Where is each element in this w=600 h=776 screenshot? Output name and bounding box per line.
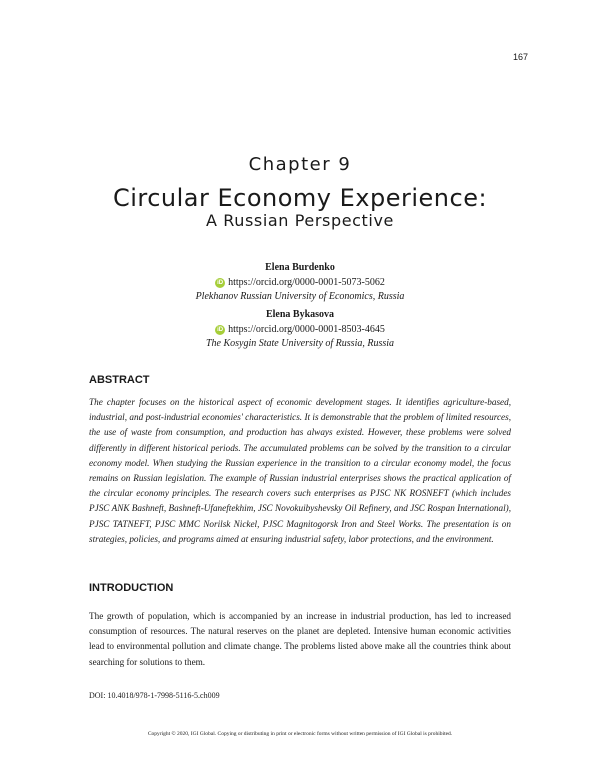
author-orcid[interactable] [215,276,385,290]
orcid-link[interactable]: https://orcid.org/0000-0001-8503-4645 [228,324,385,335]
copyright-notice: Copyright © 2020, IGI Global. Copying or distributing in print or electronic forms without written permission of IGI Global is prohibited. [147,731,453,737]
author-affiliation: The Kosygin State University of Russia, Russia [205,338,395,349]
author-block-2 [0,308,600,351]
page-number: 167 [512,52,528,62]
chapter-label: Chapter 9 [248,154,352,175]
doi: DOI: 10.4018/978-1-7998-5116-5.ch009 [89,691,220,700]
author-name: Elena Bykasova [265,309,335,320]
author-affiliation: Plekhanov Russian University of Economics, Russia [195,291,405,302]
abstract-text: The chapter focuses on the historical aspect of economic development stages. It identifies agriculture-based, industrial, and post-industrial economies' characteristics. It is demonstrable that the problem of limited resources, the use of waste from consumption, and production has always existed. However, these problems were solved differently in different historical periods. The accumulated problems can be solved by the transition to a circular economy model. When studying the Russian experience in the transition to a circular economy model, the focus remains on Russian legislation. The example of Russian industrial enterprises shows the practical application of the circular economy principles. The research covers such enterprises as PJSC NK ROSNEFT (which includes PJSC ANK Bashneft, Bashneft-Ufaneftekhim, JSC Novokuibyshevsky Oil Refinery, and JSC Rospan International), PJSC TATNEFT, PJSC MMC Norilsk Nickel, PJSC Magnitogorsk Iron and Steel Works. The presentation is on strategies, policies, and programs aimed at ensuring industrial safety, labor protections, and the environment. [89,397,511,544]
orcid-link[interactable]: https://orcid.org/0000-0001-5073-5062 [228,277,385,288]
abstract-heading: ABSTRACT [89,374,150,386]
orcid-icon: iD [217,280,224,286]
introduction-text: The growth of population, which is accompanied by an increase in industrial production, has led to increased consumption of resources. The natural reserves on the planet are depleted. Intensive human economic activities lead to environmental pollution and climate change. The problems listed above make all the countries think about searching for solutions to them. [89,611,511,667]
author-name: Elena Burdenko [265,262,335,273]
chapter-title: Circular Economy Experience: [112,184,488,212]
chapter-subtitle: A Russian Perspective [206,211,394,230]
introduction-heading: INTRODUCTION [89,582,174,594]
author-block-1 [0,261,600,304]
author-orcid[interactable] [215,323,385,337]
orcid-icon: iD [217,327,224,333]
